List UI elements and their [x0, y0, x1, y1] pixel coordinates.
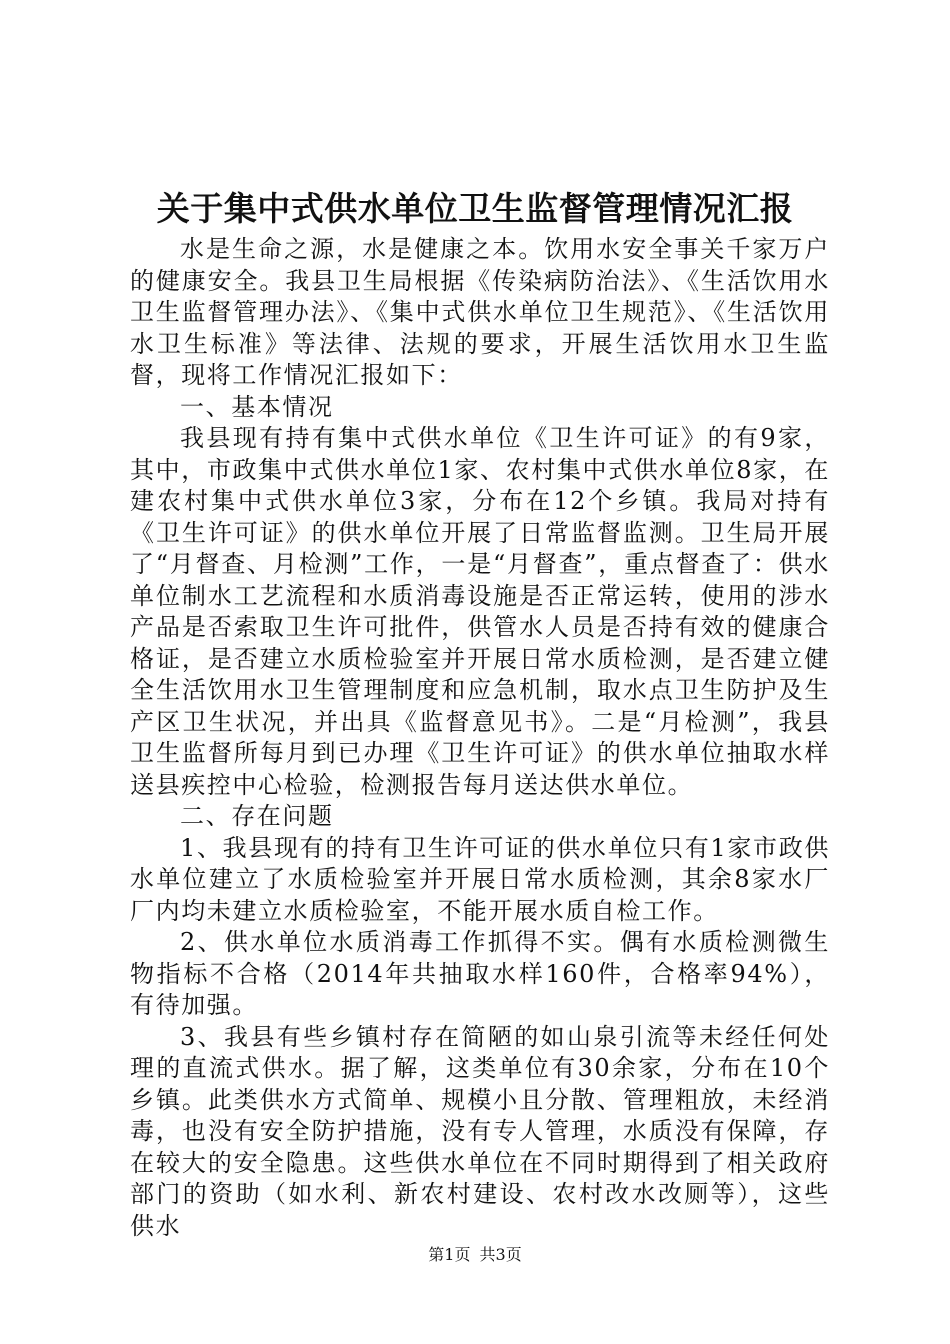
basic-situation-paragraph: 我县现有持有集中式供水单位《卫生许可证》的有9家，其中，市政集中式供水单位1家、农村集中式供水单位8家，在建农村集中式供水单位3家，分布在12个乡镇。我局对持有《卫生许可证》的供水单位开展了日常监督监测。卫生局开展了“月督查、月检测”工作，一是“月督查”，重点督查了：供水单位制水工艺流程和水质消毒设施是否正常运转，使用的涉水产品是否索取卫生许可批件，供管水人员是否持有效的健康合格证，是否建立水质检验室并开展日常水质检测，是否建立健全生活饮用水卫生管理制度和应急机制，取水点卫生防护及生产区卫生状况，并出具《监督意见书》。二是“月检测”，我县卫生监督所每月到已办理《卫生许可证》的供水单位抽取水样送县疾控中心检验，检测报告每月送达供水单位。: [130, 424, 830, 799]
problem-item-3: 3、我县有些乡镇村存在简陋的如山泉引流等未经任何处理的直流式供水。据了解，这类单位有30余家，分布在10个乡镇。此类供水方式简单、规模小且分散、管理粗放，未经消毒，也没有安全防护措施，没有专人管理，水质没有保障，存在较大的安全隐患。这些供水单位在不同时期得到了相关政府部门的资助（如水利、新农村建设、农村改水改厕等），这些供水: [130, 1022, 830, 1240]
document-body: [130, 234, 830, 1242]
problem-item-1: 1、我县现有的持有卫生许可证的供水单位只有1家市政供水单位建立了水质检验室并开展日常水质检测，其余8家水厂厂内均未建立水质检验室，不能开展水质自检工作。: [130, 833, 830, 925]
section-heading-basic-situation: 一、基本情况: [180, 392, 334, 421]
page-number: 第1页: [428, 1245, 471, 1264]
document-title: 关于集中式供水单位卫生监督管理情况汇报: [156, 189, 794, 228]
problem-item-2: 2、供水单位水质消毒工作抓得不实。偶有水质检测微生物指标不合格（2014年共抽取水样160件，合格率94%），有待加强。: [130, 928, 830, 1019]
page-total: 共3页: [479, 1245, 522, 1264]
intro-paragraph: 水是生命之源，水是健康之本。饮用水安全事关千家万户的健康安全。我县卫生局根据《传染病防治法》、《生活饮用水卫生监督管理办法》、《集中式供水单位卫生规范》、《生活饮用水卫生标准》等法律、法规的要求，开展生活饮用水卫生监督，现将工作情况汇报如下：: [130, 235, 830, 389]
page-footer: [0, 1244, 950, 1266]
section-heading-problems: 二、存在问题: [180, 802, 334, 830]
